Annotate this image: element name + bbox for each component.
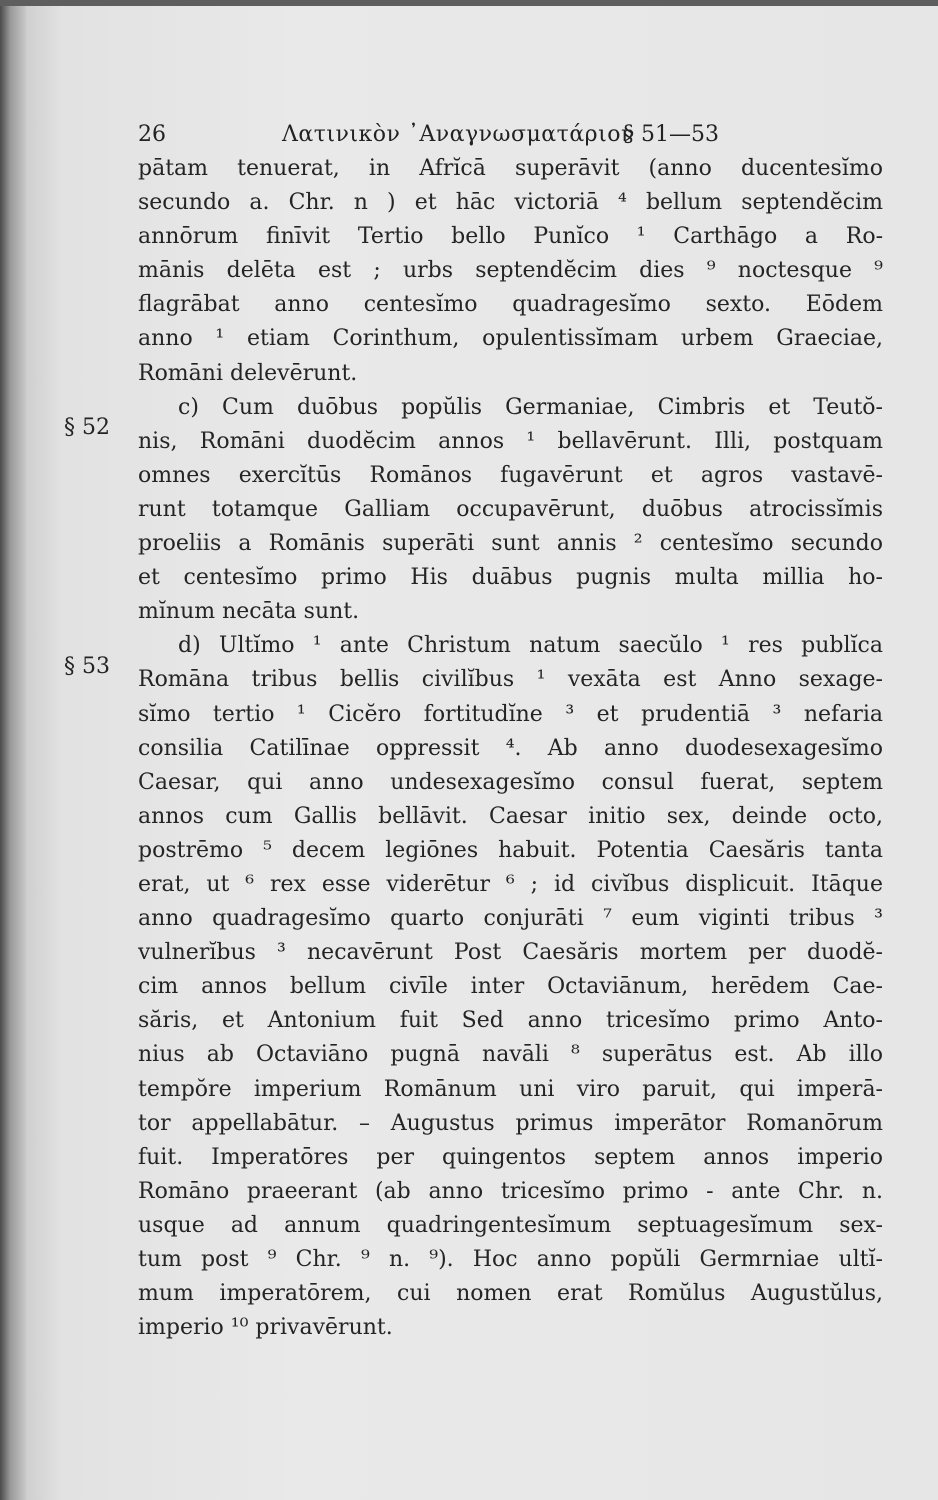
text-line: erat, ut ⁶ rex esse viderētur ⁶ ; id civĭbus displicuit. Itāque xyxy=(138,871,883,897)
section-range: § 51—53 xyxy=(623,122,719,147)
text-line: Romāna tribus bellis civilĭbus ¹ vexāta est Anno sexage- xyxy=(138,667,883,693)
text-line: nis, Romāni duodĕcim annos ¹ bellavērunt. Illi, postquam xyxy=(138,428,883,454)
text-line: vulnerĭbus ³ necavērunt Post Caesăris mortem per duodĕ- xyxy=(138,940,883,966)
text-line: sĭmo tertio ¹ Cicĕro fortitudĭne ³ et prudentiā ³ nefaria xyxy=(138,701,883,727)
text-line: mum imperatōrem, cui nomen erat Romŭlus Augustŭlus, xyxy=(138,1281,883,1307)
text-line: flagrābat anno centesĭmo quadragesĭmo sexto. Eōdem xyxy=(138,292,883,318)
text-line: proeliis a Romānis superāti sunt annis ² centesĭmo secundo xyxy=(138,531,883,557)
text-line: usque ad annum quadringentesĭmum septuagesĭmum sex- xyxy=(138,1212,883,1238)
text-line: runt totamque Galliam occupavērunt, duōbus atrocissĭmis xyxy=(138,496,883,522)
running-title: Λατινικὸν ᾿Αναγνωσματάριον xyxy=(282,122,635,147)
text-line: imperio ¹⁰ privavērunt. xyxy=(138,1315,393,1341)
text-line: consilia Catilīnae oppressit ⁴. Ab anno duodesexagesĭmo xyxy=(138,735,883,761)
text-line: mānis delēta est ; urbs septendĕcim dies ⁹ noctesque ⁹ xyxy=(138,258,883,284)
text-line: tempŏre imperium Romānum uni viro paruit, qui imperā- xyxy=(138,1076,883,1102)
page-number: 26 xyxy=(138,122,166,147)
text-line: omnes exercĭtūs Romānos fugavērunt et agros vastavē- xyxy=(138,462,883,488)
text-line: anno quadragesĭmo quarto conjurāti ⁷ eum viginti tribus ³ xyxy=(138,906,883,932)
text-line: Caesar, qui anno undesexagesĭmo consul fuerat, septem xyxy=(138,769,883,795)
text-line: Romāno praeerant (ab anno tricesĭmo primo - ante Chr. n. xyxy=(138,1178,883,1204)
text-line: annōrum finīvit Tertio bello Punĭco ¹ Carthāgo a Ro- xyxy=(138,224,883,250)
text-line: postrēmo ⁵ decem legiōnes habuit. Potentia Caesăris tanta xyxy=(138,837,883,863)
text-line: Romāni delevērunt. xyxy=(138,360,358,386)
text-line: annos cum Gallis bellāvit. Caesar initio sex, deinde octo, xyxy=(138,803,883,829)
text-line: et centesĭmo primo His duābus pugnis multa millia ho- xyxy=(138,565,883,591)
book-binding-edge xyxy=(0,6,26,1500)
text-line: tor appellabātur. – Augustus primus imperātor Romanōrum xyxy=(138,1110,883,1136)
text-line: c) Cum duōbus popŭlis Germaniae, Cimbris et Teutŏ- xyxy=(178,394,883,420)
text-line: tum post ⁹ Chr. ⁹ n. ⁹). Hoc anno popŭli Germrniae ultĭ- xyxy=(138,1247,883,1272)
text-body xyxy=(138,152,883,1345)
text-line: fuit. Imperatōres per quingentos septem annos imperio xyxy=(138,1144,883,1170)
text-line: nius ab Octaviāno pugnā navāli ⁸ superātus est. Ab illo xyxy=(138,1042,883,1068)
section-marker-52: § 52 xyxy=(64,415,110,440)
text-line: săris, et Antonium fuit Sed anno tricesĭmo primo Anto- xyxy=(138,1008,883,1034)
text-line: d) Ultĭmo ¹ ante Christum natum saecŭlo ¹ res publĭca xyxy=(178,633,883,659)
running-header xyxy=(0,122,938,154)
text-line: secundo a. Chr. n ) et hāc victoriā ⁴ bellum septendĕcim xyxy=(138,190,883,216)
text-line: anno ¹ etiam Corinthum, opulentissĭmam urbem Graeciae, xyxy=(138,326,883,352)
section-marker-53: § 53 xyxy=(64,654,110,679)
text-line: pātam tenuerat, in Afrĭcā superāvit (anno ducentesĭmo xyxy=(138,156,883,181)
text-line: cim annos bellum civīle inter Octaviānum, herēdem Cae- xyxy=(138,974,883,1000)
text-line: mĭnum necāta sunt. xyxy=(138,599,360,625)
